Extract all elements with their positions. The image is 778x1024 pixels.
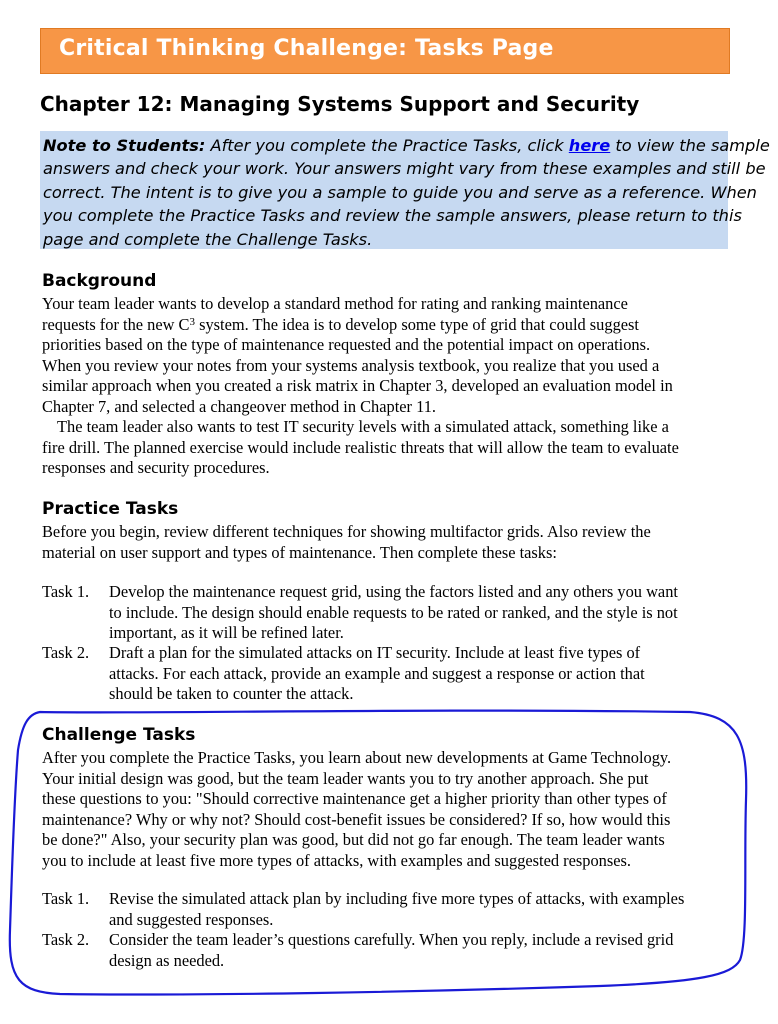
paragraph-text: system. The idea is to develop some type of grid that could suggest <box>194 314 639 334</box>
note-text: page and complete the Challenge Tasks. <box>43 229 373 249</box>
note-text: you complete the Practice Tasks and review the sample answers, please return to this <box>43 206 742 226</box>
paragraph-line: priorities based on the type of maintenance requested and the potential impact on operations. <box>42 335 651 354</box>
practice-intro <box>42 522 651 563</box>
task-line: should be taken to counter the attack. <box>109 684 354 703</box>
task-label: Task 2. <box>42 643 90 662</box>
paragraph-line: Your team leader wants to develop a standard method for rating and ranking maintenance <box>42 294 628 313</box>
paragraph-line: responses and security procedures. <box>42 458 270 477</box>
paragraph-line: When you review your notes from your systems analysis textbook, you realize that you used a <box>42 355 660 375</box>
task-text <box>109 889 684 930</box>
chapter-title: Chapter 12: Managing Systems Support and Security <box>40 92 640 116</box>
paragraph-line: fire drill. The planned exercise would include realistic threats that will allow the team to evaluate <box>42 437 679 457</box>
paragraph-line: material on user support and types of maintenance. Then complete these tasks: <box>42 542 557 562</box>
paragraph-line: Chapter 7, and selected a changeover method in Chapter 11. <box>42 396 436 416</box>
paragraph-line: After you complete the Practice Tasks, you learn about new developments at Game Technology. <box>42 748 672 767</box>
paragraph-line: The team leader also wants to test IT security levels with a simulated attack, something like a <box>57 417 669 436</box>
superscript: 3 <box>189 315 195 328</box>
note-text: answers and check your work. Your answers might vary from these examples and still be <box>43 159 766 179</box>
task-label: Task 2. <box>42 930 90 949</box>
task-label: Task 1. <box>42 889 90 908</box>
note-to-students <box>40 131 770 249</box>
practice-tasks-heading: Practice Tasks <box>42 499 179 519</box>
task-line: Revise the simulated attack plan by including five more types of attacks, with examples <box>109 889 685 908</box>
task-text <box>109 930 673 971</box>
task-line: important, as it will be refined later. <box>109 623 344 642</box>
task-line: Consider the team leader’s questions carefully. When you reply, include a revised grid <box>109 930 674 949</box>
task-line: Draft a plan for the simulated attacks on IT security. Include at least five types of <box>109 643 641 662</box>
paragraph-line: Before you begin, review different techniques for showing multifactor grids. Also review the <box>42 522 651 541</box>
paragraph-line: be done?" Also, your security plan was good, but did not go far enough. The team leader wants <box>42 830 665 849</box>
banner-title: Critical Thinking Challenge: Tasks Page <box>59 36 554 61</box>
task-line: and suggested responses. <box>109 909 274 929</box>
paragraph-text: requests for the new C <box>42 314 190 334</box>
task-line: design as needed. <box>109 950 225 970</box>
background-paragraph <box>42 294 679 479</box>
note-text: After you complete the Practice Tasks, click <box>205 136 569 155</box>
paragraph-line: these questions to you: "Should corrective maintenance get a higher priority than other types of <box>42 789 667 808</box>
task-text <box>109 643 645 705</box>
title-banner <box>40 28 730 74</box>
task-label: Task 1. <box>42 582 90 601</box>
note-text: to view the sample <box>610 136 770 155</box>
task-text <box>109 582 678 644</box>
note-text: correct. The intent is to give you a sample to guide you and serve as a reference. When <box>43 182 757 202</box>
challenge-paragraph <box>42 748 671 871</box>
paragraph-line: similar approach when you created a risk matrix in Chapter 3, developed an evaluation model in <box>42 376 673 395</box>
challenge-tasks-heading: Challenge Tasks <box>42 725 196 745</box>
background-heading: Background <box>42 271 157 291</box>
task-line: to include. The design should enable requests to be rated or ranked, and the style is not <box>109 602 678 622</box>
note-lead: Note to Students: <box>43 136 206 155</box>
paragraph-line: Your initial design was good, but the team leader wants you to try another approach. She put <box>42 768 649 788</box>
paragraph-line <box>42 315 679 336</box>
task-line: Develop the maintenance request grid, using the factors listed and any others you want <box>109 582 678 601</box>
task-line: attacks. For each attack, provide an example and suggest a response or action that <box>109 663 645 683</box>
sample-answers-link[interactable]: here <box>568 136 611 155</box>
paragraph-line: maintenance? Why or why not? Should cost-benefit issues be considered? If so, how would this <box>42 809 671 829</box>
paragraph-line: you to include at least five more types of attacks, with examples and suggested responses. <box>42 850 631 870</box>
